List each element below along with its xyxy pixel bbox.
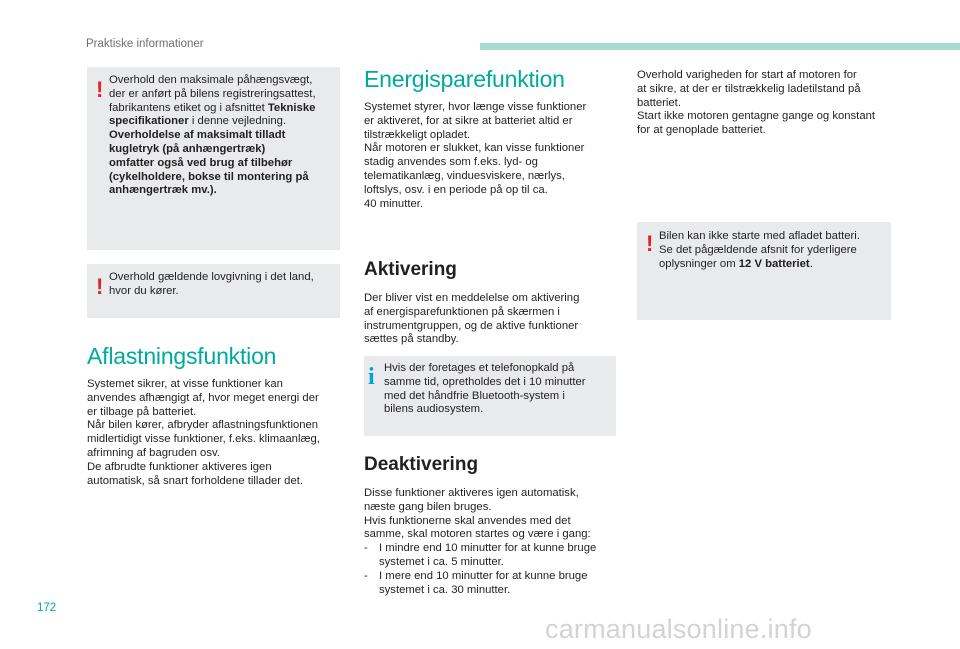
heading-deaktivering: Deaktivering [364,454,479,475]
text-line: Overholdelse af maksimalt tilladt [109,129,286,142]
text-line: at sikre, at der er tilstrækkelig ladetilstand på [637,82,861,95]
text-line: loftslys, osv. i en periode på op til ca. [364,183,548,196]
warning-box-legislation-text [109,271,339,299]
text-line: næste gang bilen bruges. [364,500,492,513]
text-line: af energisparefunktionen på skærmen i [364,305,560,318]
heading-aktivering: Aktivering [364,259,457,280]
list-dash: - [364,569,368,582]
text-line: instrumentgruppen, og de aktive funktioner [364,319,579,332]
heading-energisparefunktion: Energisparefunktion [364,66,565,92]
page-number: 172 [37,602,57,614]
text-line: Disse funktioner aktiveres igen automatisk, [364,487,579,499]
text-line: anvendes afhængigt af, hvor meget energi der [87,391,319,404]
text-line: afrimning af bagruden osv. [87,446,220,459]
text-line: stadig anvendes som f.eks. lyd- og [364,156,538,169]
text-line: Når motoren er slukket, kan visse funktioner [364,142,585,155]
text-line: automatisk, så snart forholdene tillader det. [87,474,304,487]
text-line: De afbrudte funktioner aktiveres igen [87,460,272,473]
heading-aflastningsfunktion: Aflastningsfunktion [87,343,277,369]
warning-box-legislation [87,264,340,318]
text-line: I mindre end 10 minutter for at kunne bruge [379,542,597,555]
text-line: Systemet styrer, hvor længe visse funktioner [364,101,587,113]
deaktivering-body [364,487,626,597]
text-line: Der bliver vist en meddelelse om aktivering [364,292,580,304]
warning-box-towing-text [109,74,339,198]
text-line: der er anført på bilens registreringsattest, [109,87,316,100]
header-accent-bar [480,43,960,50]
text-line: hvor du kører. [109,284,179,297]
text-line: fabrikantens etiket og i afsnittet Tekniske [109,101,316,114]
text-line: 40 minutter. [364,197,424,210]
text-line: Systemet sikrer, at visse funktioner kan [87,378,283,390]
text-line: anhængertræk mv.). [109,184,217,197]
text-line: Se det pågældende afsnit for yderligere [659,243,857,256]
warning-icon: ! [96,274,104,299]
aktivering-body [364,292,624,347]
text-line: systemet i ca. 30 minutter. [379,583,511,596]
text-line: Overhold varigheden for start af motoren for [637,69,857,81]
energi-body [364,101,624,211]
text-line: Når bilen kører, afbryder aflastningsfunktionen [87,419,319,432]
right-top-text [637,69,899,138]
text-line: Start ikke motoren gentagne gange og konstant [637,110,876,123]
text-line: (cykelholdere, bokse til montering på [109,170,309,183]
list-dash: - [364,542,368,555]
text-line: sættes på standby. [364,333,459,346]
text-line: kugletryk (på anhængertræk) [109,142,266,155]
text-line: midlertidigt visse funktioner, f.eks. klimaanlæg, [87,433,320,446]
warning-box-battery [637,222,891,320]
text-line: systemet i ca. 5 minutter. [379,555,504,568]
text-line: for at genoplade batteriet. [637,124,766,137]
text-line: med det håndfrie Bluetooth-system i [384,389,565,402]
section-title: Praktiske informationer [86,38,204,50]
text-line: I mere end 10 minutter for at kunne bruge [379,569,588,582]
watermark: carmanualsonline.info [545,614,812,644]
warning-icon: ! [96,77,104,102]
text-line: batteriet. [637,96,681,109]
text-line: Hvis der foretages et telefonopkald på [384,362,575,374]
warning-icon: ! [646,231,654,256]
info-box-text [384,362,614,417]
info-box-phone-call [364,356,616,436]
aflastning-body [87,378,347,488]
text-line: Hvis funktionerne skal anvendes med det [364,514,571,527]
text-line: oplysninger om 12 V batteriet. [659,257,813,270]
info-icon: i [368,364,375,390]
text-line: tilstrækkeligt opladet. [364,128,471,141]
warning-box-towing [87,67,340,250]
text-line: specifikationer i denne vejledning. [109,115,287,128]
text-line: Overhold den maksimale påhængsvægt, [109,74,313,86]
text-line: samme tid, opretholdes det i 10 minutter [384,375,586,388]
text-line: telematikanlæg, vinduesviskere, nærlys, [364,169,565,182]
text-line: er tilbage på batteriet. [87,405,197,418]
text-line: Bilen kan ikke starte med afladet batteri. [659,230,860,242]
text-line: er aktiveret, for at sikre at batteriet altid er [364,114,573,127]
text-line: bilens audiosystem. [384,403,484,416]
text-line: omfatter også ved brug af tilbehør [109,156,293,169]
list-item [364,542,626,570]
list-item [364,570,626,598]
text-line: samme, skal motoren startes og være i gang: [364,528,591,541]
warning-box-battery-text [659,230,889,271]
text-line: Overhold gældende lovgivning i det land, [109,271,314,283]
